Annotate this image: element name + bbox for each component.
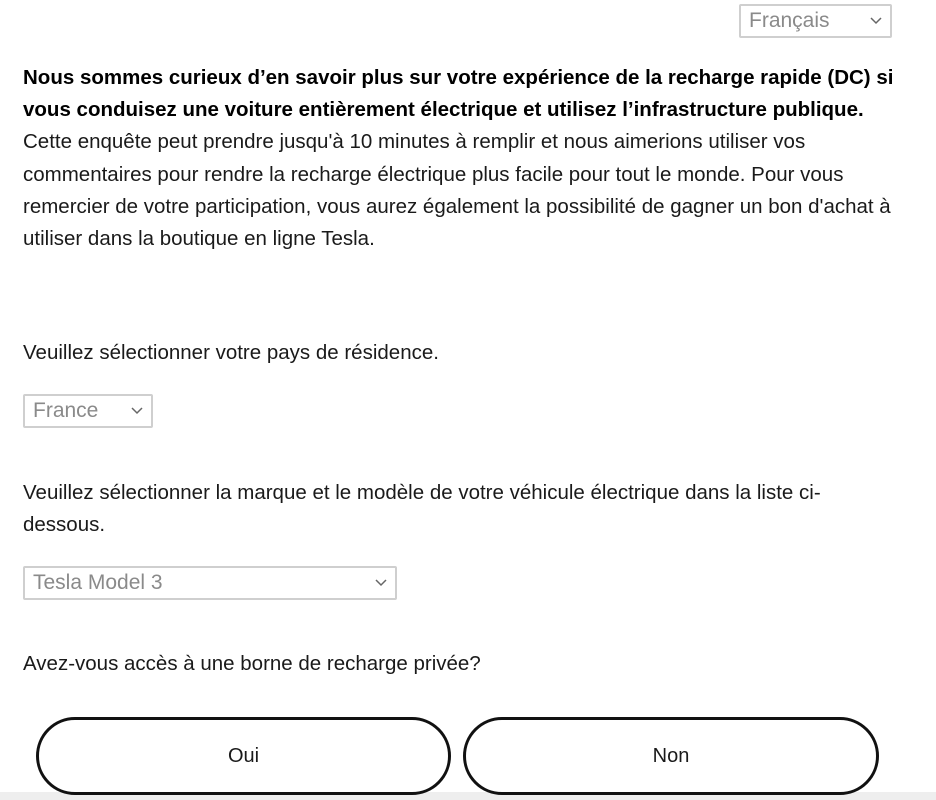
country-select[interactable] [23,394,153,428]
intro-regular-text: Cette enquête peut prendre jusqu'à 10 minutes à remplir et nous aimerions utiliser vos commentaires pour rendre la recharge électrique plus facile pour tout le monde. Pour vous remercier de votre participation, vous aurez également la possibilité de gagner un bon d'achat à utiliser dans la boutique en ligne Tesla. [23,130,891,251]
survey-intro [23,62,903,255]
language-select[interactable] [739,4,892,38]
no-button[interactable]: Non [463,717,879,795]
chevron-down-icon [127,401,147,421]
vehicle-select-value: Tesla Model 3 [33,571,163,594]
vehicle-select[interactable] [23,566,397,600]
country-question: Veuillez sélectionner votre pays de résidence. [23,341,439,364]
language-select-value: Français [749,9,830,32]
yes-button[interactable]: Oui [36,717,451,795]
intro-bold-text: Nous sommes curieux d’en savoir plus sur votre expérience de la recharge rapide (DC) si vous conduisez une voiture entièrement électrique et utilisez l’infrastructure publique. [23,66,894,122]
country-select-value: France [33,399,99,422]
vehicle-question: Veuillez sélectionner la marque et le modèle de votre véhicule électrique dans la liste ci-dessous. [23,481,821,536]
private-charger-question: Avez-vous accès à une borne de recharge privée? [23,652,481,675]
chevron-down-icon [866,11,886,31]
chevron-down-icon [371,573,391,593]
